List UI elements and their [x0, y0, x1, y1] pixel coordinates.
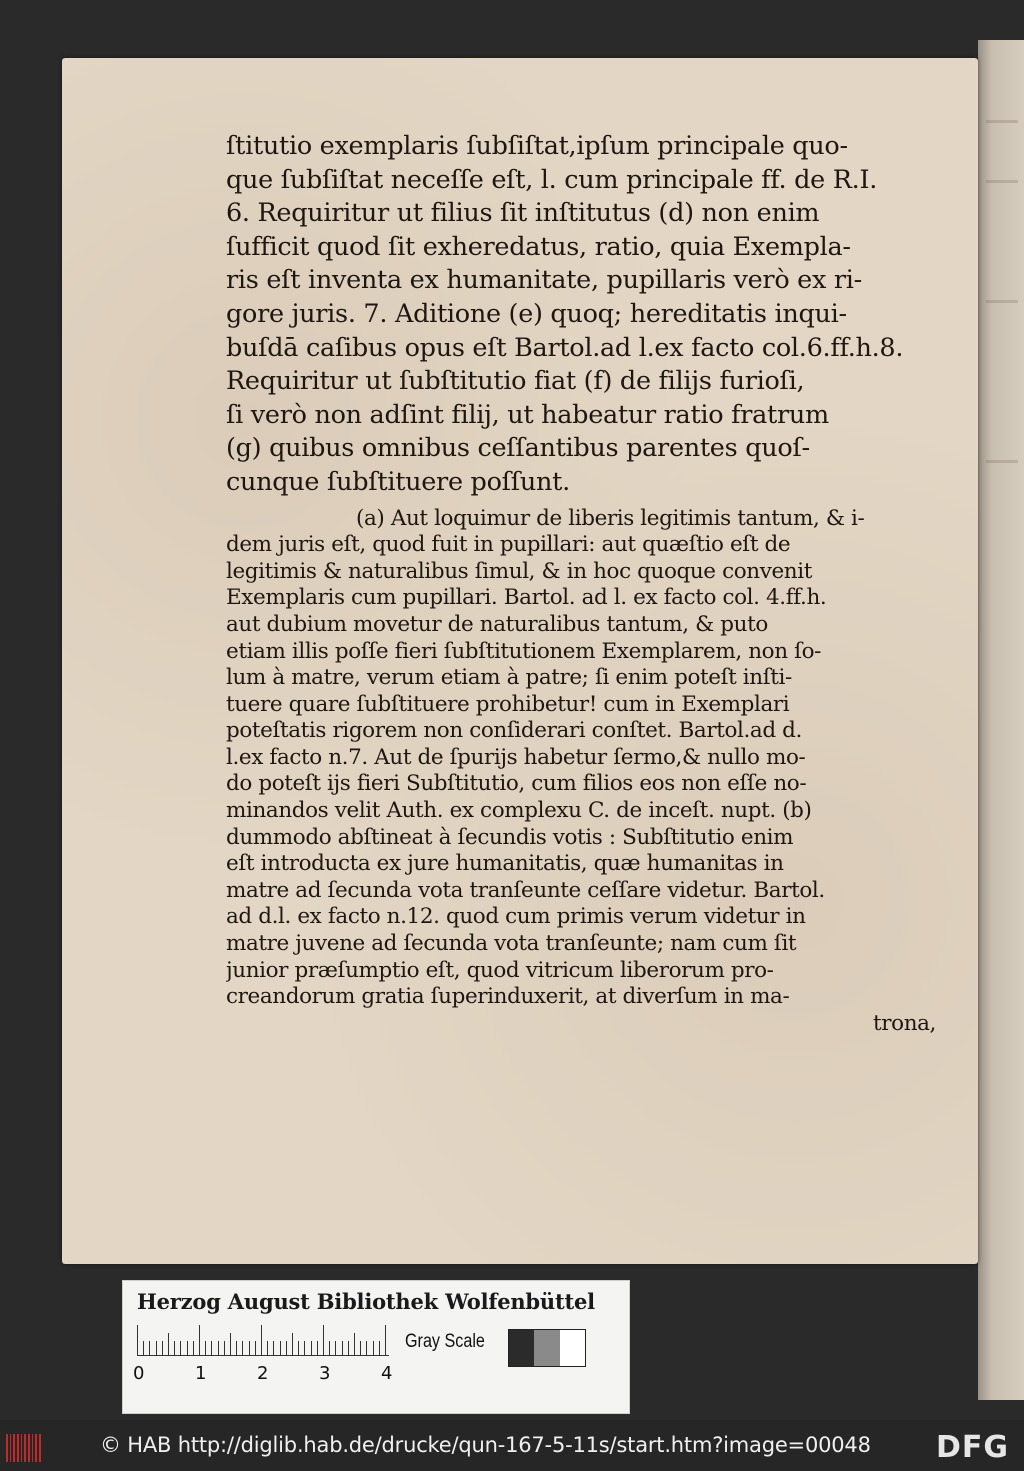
- ruler-number: 1: [195, 1363, 207, 1384]
- footnote-line: dem juris eſt, quod fuit in pupillari: aut quæſtio eſt de: [226, 532, 791, 558]
- barcode-bar: [24, 1434, 26, 1462]
- ruler-tick: [280, 1341, 281, 1355]
- ruler-tick: [304, 1341, 305, 1355]
- ruler-tick: [335, 1341, 336, 1355]
- gray-swatch: [534, 1330, 559, 1366]
- ruler-tick: [373, 1341, 374, 1355]
- bleed-through-mark: [986, 120, 1018, 123]
- gray-scale-swatches: [508, 1329, 586, 1367]
- ruler-tick: [242, 1341, 243, 1355]
- ruler-tick: [286, 1341, 287, 1355]
- bleed-through-mark: [986, 180, 1018, 183]
- barcode-bar: [6, 1434, 8, 1462]
- gray-swatch: [509, 1330, 534, 1366]
- text-line: ſufficit quod ſit exheredatus, ratio, quia Exempla-: [226, 231, 851, 262]
- text-line: (g) quibus omnibus ceſſantibus parentes quoſ-: [226, 433, 810, 464]
- footnote-line: legitimis & naturalibus ſimul, & in hoc quoque convenit: [226, 558, 812, 584]
- footnote-line: matre ad ſecunda vota tranſeunte ceſſare videtur. Bartol.: [226, 877, 825, 903]
- adjacent-page-edge: [978, 40, 1024, 1400]
- gray-scale-label: Gray Scale: [405, 1331, 485, 1352]
- dfg-logo: DFG: [936, 1430, 1010, 1465]
- ruler-tick: [261, 1325, 262, 1355]
- ruler-tick: [360, 1341, 361, 1355]
- ruler-tick: [267, 1341, 268, 1355]
- ruler-tick: [342, 1341, 343, 1355]
- ruler-tick: [385, 1325, 386, 1355]
- footnote-line: aut dubium movetur de naturalibus tantum, & puto: [226, 611, 768, 637]
- footnote-line: etiam illis poſſe fieri ſubſtitutionem Exemplarem, non ſo-: [226, 638, 822, 664]
- text-line: cunque ſubſtituere poſſunt.: [226, 466, 570, 497]
- ruler-tick: [224, 1341, 225, 1355]
- ruler-number: 3: [319, 1363, 331, 1384]
- ruler-tick: [168, 1333, 169, 1355]
- page-text: [226, 130, 946, 1037]
- color-target-card: [122, 1280, 630, 1414]
- text-line: Requiritur ut ſubſtitutio fiat (f) de filijs furioſi,: [226, 366, 805, 397]
- ruler-tick: [348, 1341, 349, 1355]
- footnote-first-line: (a) Aut loquimur de liberis legitimis tantum, & i-: [356, 505, 865, 531]
- ruler-tick: [298, 1341, 299, 1355]
- barcode-bar: [10, 1434, 11, 1462]
- barcode-icon: [6, 1434, 46, 1462]
- ruler-number: 4: [381, 1363, 393, 1384]
- ruler-tick: [354, 1333, 355, 1355]
- main-text-block: [226, 130, 946, 500]
- ruler-tick: [193, 1341, 194, 1355]
- footnote-line: lum à matre, verum etiam à patre; ſi enim poteſt inſti-: [226, 665, 792, 691]
- text-line: 6. Requiritur ut filius ſit inſtitutus (d) non enim: [226, 198, 820, 229]
- barcode-bar: [21, 1434, 22, 1462]
- barcode-bar: [35, 1434, 37, 1462]
- footnote-line: creandorum gratia ſuperinduxerit, at diverſum in ma-: [226, 984, 790, 1010]
- ruler-tick: [230, 1333, 231, 1355]
- ruler-baseline: [137, 1355, 389, 1356]
- footnote-line: ad d.l. ex facto n.12. quod cum primis verum videtur in: [226, 904, 806, 930]
- ruler-tick: [379, 1341, 380, 1355]
- ruler-tick: [211, 1341, 212, 1355]
- ruler-tick: [323, 1325, 324, 1355]
- footnote-line: l.ex facto n.7. Aut de ſpurijs habetur ſermo,& nullo mo-: [226, 744, 806, 770]
- ruler-tick: [311, 1341, 312, 1355]
- ruler-number: 0: [133, 1363, 145, 1384]
- ruler-tick: [187, 1341, 188, 1355]
- ruler-tick: [218, 1341, 219, 1355]
- ruler-tick: [205, 1341, 206, 1355]
- ruler-number: 2: [257, 1363, 269, 1384]
- ruler-tick: [366, 1341, 367, 1355]
- footnote-line: matre juvene ad ſecunda vota tranſeunte; nam cum ſit: [226, 931, 797, 957]
- target-title: Herzog August Bibliothek Wolfenbüttel: [137, 1289, 595, 1314]
- footnote-line: do poteſt ijs fieri Subſtitutio, cum filios eos non eſſe no-: [226, 771, 807, 797]
- barcode-bar: [39, 1434, 41, 1462]
- barcode-bar: [13, 1434, 15, 1462]
- text-line: buſdā caſibus opus eſt Bartol.ad l.ex facto col.6.ff.h.8.: [226, 332, 904, 363]
- ruler-tick: [143, 1341, 144, 1355]
- footnote-lines: [226, 532, 946, 1011]
- footnote-line: eſt introducta ex jure humanitatis, quæ humanitas in: [226, 851, 784, 877]
- ruler-tick: [162, 1341, 163, 1355]
- ruler-tick: [236, 1341, 237, 1355]
- text-line: que ſubſiſtat neceſſe eſt, l. cum principale ff. de R.I.: [226, 164, 878, 195]
- ruler-tick: [180, 1341, 181, 1355]
- footnotes-block: [226, 506, 946, 1038]
- ruler-tick: [273, 1341, 274, 1355]
- gray-swatch: [560, 1330, 585, 1366]
- footnote-line: tuere quare ſubſtituere prohibetur! cum in Exemplari: [226, 691, 790, 717]
- barcode-bar: [28, 1434, 30, 1462]
- ruler-tick: [249, 1341, 250, 1355]
- ruler-tick: [317, 1341, 318, 1355]
- ruler-tick: [149, 1341, 150, 1355]
- ruler-tick: [329, 1341, 330, 1355]
- ruler-tick: [156, 1341, 157, 1355]
- copyright-url: © HAB http://diglib.hab.de/drucke/qun-167-5-11s/start.htm?image=00048: [100, 1433, 871, 1457]
- barcode-bar: [17, 1434, 19, 1462]
- text-line: ris eſt inventa ex humanitate, pupillaris verò ex ri-: [226, 265, 862, 296]
- barcode-bar: [32, 1434, 33, 1462]
- footnote-line: poteſtatis rigorem non conſiderari conſtet. Bartol.ad d.: [226, 718, 802, 744]
- footnote-line: dummodo abſtineat à ſecundis votis : Subſtitutio enim: [226, 824, 794, 850]
- ruler-tick: [137, 1325, 138, 1355]
- catchword: trona,: [873, 1010, 936, 1036]
- bleed-through-mark: [986, 460, 1018, 463]
- ruler-tick: [292, 1333, 293, 1355]
- footnote-line: Exemplaris cum pupillari. Bartol. ad l. ex facto col. 4.ff.h.: [226, 585, 827, 611]
- text-line: gore juris. 7. Aditione (e) quoq; hereditatis inqui-: [226, 298, 847, 329]
- ruler-tick: [255, 1341, 256, 1355]
- ruler-tick: [199, 1325, 200, 1355]
- bleed-through-mark: [986, 300, 1018, 303]
- ruler-tick: [174, 1341, 175, 1355]
- viewer-footer: [0, 1424, 1024, 1471]
- text-line: ſi verò non adſint filij, ut habeatur ratio fratrum: [226, 399, 829, 430]
- text-line: ſtitutio exemplaris ſubſiſtat,ipſum principale quo-: [226, 131, 848, 161]
- footnote-line: minandos velit Auth. ex complexu C. de inceſt. nupt. (b): [226, 798, 812, 824]
- footnote-line: junior præſumptio eſt, quod vitricum liberorum pro-: [226, 957, 774, 983]
